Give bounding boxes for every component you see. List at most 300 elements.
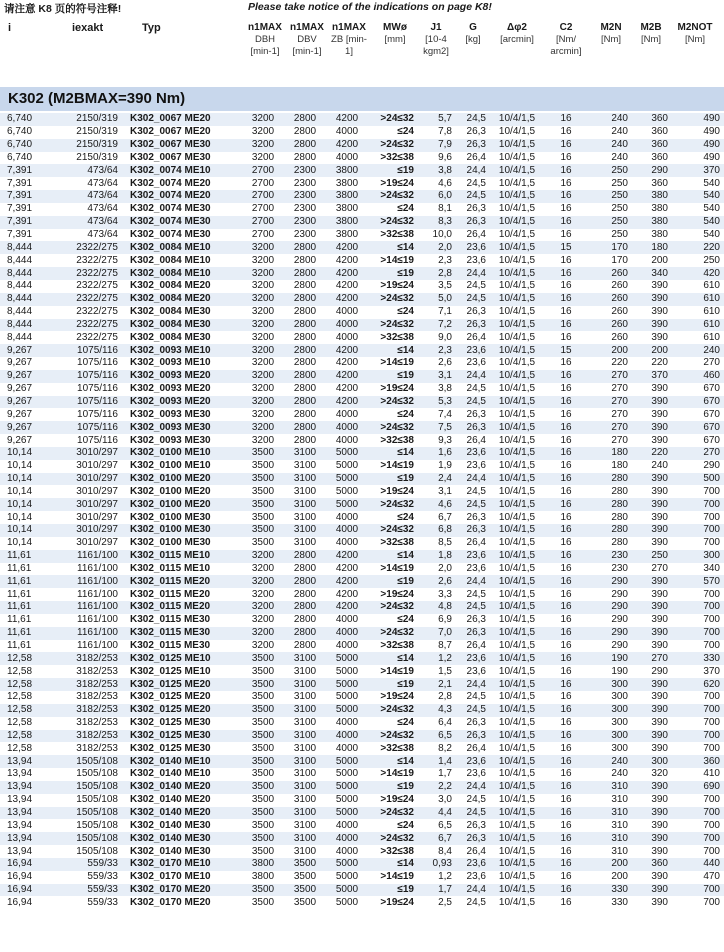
cell-n1max-dbv: 3100: [284, 485, 326, 498]
cell-n1max-dbv: 3100: [284, 511, 326, 524]
cell-m2b: 390: [632, 383, 672, 396]
cell-n1max-zb: 4000: [326, 627, 368, 640]
cell-ratio-exact: 3010/297: [52, 473, 126, 486]
cell-m2b: 360: [632, 152, 672, 165]
cell-n1max-dbh: 3500: [242, 742, 284, 755]
cell-j1: 2,2: [418, 781, 456, 794]
cell-m2b: 290: [632, 665, 672, 678]
cell-ratio-exact: 3182/253: [52, 691, 126, 704]
cell-m2n: 290: [588, 588, 632, 601]
cell-n1max-dbv: 2800: [284, 421, 326, 434]
cell-m2not: 370: [672, 665, 724, 678]
cell-n1max-dbh: 3500: [242, 807, 284, 820]
cell-m2not: 670: [672, 396, 724, 409]
cell-stiffness: 16: [544, 858, 588, 871]
header-m2not: M2NOT [Nm]: [677, 22, 713, 45]
cell-weight: 24,5: [456, 190, 490, 203]
cell-ratio-i: 13,94: [0, 807, 52, 820]
cell-m2not: 700: [672, 511, 724, 524]
cell-m2b: 390: [632, 421, 672, 434]
cell-m2n: 330: [588, 884, 632, 897]
cell-mw: >24≤32: [368, 832, 418, 845]
cell-type: K302_0115 ME20: [126, 601, 242, 614]
cell-mw: ≤14: [368, 550, 418, 563]
cell-j1: 7,9: [418, 139, 456, 152]
cell-stiffness: 15: [544, 241, 588, 254]
cell-ratio-exact: 2322/275: [52, 331, 126, 344]
cell-n1max-zb: 4200: [326, 383, 368, 396]
cell-m2n: 300: [588, 742, 632, 755]
cell-ratio-exact: 1075/116: [52, 434, 126, 447]
table-row: [0, 768, 724, 781]
cell-n1max-dbv: 2800: [284, 344, 326, 357]
cell-n1max-zb: 3800: [326, 203, 368, 216]
cell-n1max-zb: 4200: [326, 370, 368, 383]
cell-ratio-exact: 3010/297: [52, 485, 126, 498]
cell-m2not: 700: [672, 807, 724, 820]
cell-ratio-exact: 1505/108: [52, 819, 126, 832]
cell-n1max-dbv: 2800: [284, 319, 326, 332]
cell-m2b: 360: [632, 126, 672, 139]
cell-mw: >19≤24: [368, 485, 418, 498]
cell-type: K302_0140 ME30: [126, 832, 242, 845]
cell-n1max-dbh: 3200: [242, 293, 284, 306]
cell-m2not: 610: [672, 331, 724, 344]
cell-stiffness: 16: [544, 396, 588, 409]
table-row: [0, 614, 724, 627]
cell-m2n: 280: [588, 473, 632, 486]
cell-type: K302_0084 ME10: [126, 241, 242, 254]
cell-m2b: 390: [632, 473, 672, 486]
cell-j1: 8,3: [418, 216, 456, 229]
cell-n1max-dbh: 3500: [242, 819, 284, 832]
cell-stiffness: 16: [544, 331, 588, 344]
cell-n1max-dbv: 2800: [284, 241, 326, 254]
cell-ratio-exact: 2322/275: [52, 267, 126, 280]
cell-stiffness: 16: [544, 306, 588, 319]
cell-j1: 1,7: [418, 884, 456, 897]
cell-ratio-exact: 1505/108: [52, 794, 126, 807]
cell-n1max-dbv: 3100: [284, 819, 326, 832]
cell-mw: ≤24: [368, 306, 418, 319]
cell-m2not: 490: [672, 126, 724, 139]
cell-j1: 3,3: [418, 588, 456, 601]
cell-n1max-zb: 5000: [326, 691, 368, 704]
cell-n1max-dbv: 2800: [284, 293, 326, 306]
cell-type: K302_0074 ME30: [126, 203, 242, 216]
table-row: [0, 807, 724, 820]
cell-n1max-dbv: 3100: [284, 807, 326, 820]
cell-n1max-dbv: 3100: [284, 665, 326, 678]
cell-m2b: 390: [632, 730, 672, 743]
cell-m2b: 270: [632, 563, 672, 576]
cell-n1max-dbh: 3500: [242, 460, 284, 473]
cell-backlash: 10/4/1,5: [490, 319, 544, 332]
cell-mw: >24≤32: [368, 190, 418, 203]
cell-ratio-i: 16,94: [0, 858, 52, 871]
cell-j1: 2,4: [418, 473, 456, 486]
cell-n1max-dbh: 3200: [242, 306, 284, 319]
cell-ratio-i: 12,58: [0, 678, 52, 691]
cell-ratio-i: 6,740: [0, 139, 52, 152]
cell-weight: 23,6: [456, 550, 490, 563]
header-c2: C2 [Nm/ arcmin]: [550, 22, 582, 57]
cell-stiffness: 16: [544, 113, 588, 126]
cell-j1: 8,4: [418, 845, 456, 858]
cell-j1: 7,5: [418, 421, 456, 434]
cell-stiffness: 16: [544, 588, 588, 601]
cell-type: K302_0140 ME30: [126, 819, 242, 832]
table-row: [0, 421, 724, 434]
cell-stiffness: 16: [544, 563, 588, 576]
cell-stiffness: 16: [544, 691, 588, 704]
cell-weight: 26,3: [456, 717, 490, 730]
cell-m2not: 460: [672, 370, 724, 383]
table-row: [0, 241, 724, 254]
cell-stiffness: 16: [544, 267, 588, 280]
cell-stiffness: 16: [544, 524, 588, 537]
cell-m2b: 390: [632, 704, 672, 717]
cell-ratio-exact: 2322/275: [52, 241, 126, 254]
cell-type: K302_0084 ME30: [126, 319, 242, 332]
cell-backlash: 10/4/1,5: [490, 678, 544, 691]
cell-ratio-i: 10,14: [0, 537, 52, 550]
cell-stiffness: 16: [544, 485, 588, 498]
cell-n1max-zb: 5000: [326, 781, 368, 794]
cell-m2not: 700: [672, 627, 724, 640]
cell-j1: 6,5: [418, 730, 456, 743]
cell-mw: >14≤19: [368, 254, 418, 267]
cell-type: K302_0125 ME20: [126, 691, 242, 704]
cell-n1max-dbv: 3100: [284, 524, 326, 537]
cell-ratio-exact: 2150/319: [52, 139, 126, 152]
cell-backlash: 10/4/1,5: [490, 254, 544, 267]
cell-mw: >24≤32: [368, 704, 418, 717]
cell-n1max-dbv: 2800: [284, 588, 326, 601]
top-notes: [0, 0, 724, 16]
header-dphi2: Δφ2 [arcmin]: [500, 22, 534, 45]
cell-n1max-zb: 4000: [326, 614, 368, 627]
cell-weight: 24,4: [456, 781, 490, 794]
cell-n1max-zb: 4000: [326, 730, 368, 743]
cell-n1max-zb: 3800: [326, 164, 368, 177]
cell-stiffness: 16: [544, 511, 588, 524]
cell-m2not: 240: [672, 344, 724, 357]
cell-type: K302_0115 ME30: [126, 614, 242, 627]
cell-j1: 0,93: [418, 858, 456, 871]
cell-n1max-zb: 5000: [326, 755, 368, 768]
cell-m2not: 290: [672, 460, 724, 473]
cell-weight: 26,4: [456, 640, 490, 653]
cell-j1: 2,0: [418, 241, 456, 254]
table-row: [0, 627, 724, 640]
cell-mw: >14≤19: [368, 460, 418, 473]
cell-n1max-dbv: 3100: [284, 781, 326, 794]
cell-m2not: 700: [672, 730, 724, 743]
cell-m2b: 380: [632, 229, 672, 242]
cell-type: K302_0093 ME10: [126, 357, 242, 370]
cell-m2n: 260: [588, 331, 632, 344]
cell-j1: 8,5: [418, 537, 456, 550]
cell-m2n: 290: [588, 614, 632, 627]
cell-type: K302_0140 ME10: [126, 768, 242, 781]
cell-weight: 24,4: [456, 575, 490, 588]
cell-m2b: 390: [632, 678, 672, 691]
cell-ratio-i: 13,94: [0, 845, 52, 858]
cell-stiffness: 16: [544, 575, 588, 588]
cell-ratio-i: 10,14: [0, 473, 52, 486]
cell-n1max-zb: 3800: [326, 177, 368, 190]
cell-m2not: 360: [672, 755, 724, 768]
cell-n1max-dbh: 3200: [242, 614, 284, 627]
table-row: [0, 652, 724, 665]
cell-mw: ≤19: [368, 884, 418, 897]
cell-ratio-exact: 3182/253: [52, 704, 126, 717]
cell-type: K302_0100 ME30: [126, 511, 242, 524]
cell-j1: 8,7: [418, 640, 456, 653]
cell-weight: 26,3: [456, 832, 490, 845]
cell-backlash: 10/4/1,5: [490, 832, 544, 845]
cell-n1max-dbv: 3100: [284, 447, 326, 460]
cell-n1max-dbh: 3500: [242, 485, 284, 498]
cell-ratio-exact: 3010/297: [52, 498, 126, 511]
header-g: G [kg]: [465, 22, 481, 45]
cell-m2n: 280: [588, 511, 632, 524]
cell-ratio-i: 10,14: [0, 498, 52, 511]
cell-m2n: 330: [588, 896, 632, 909]
cell-n1max-dbh: 3500: [242, 730, 284, 743]
cell-ratio-i: 9,267: [0, 357, 52, 370]
table-row: [0, 704, 724, 717]
cell-m2b: 390: [632, 511, 672, 524]
cell-m2n: 290: [588, 627, 632, 640]
cell-ratio-i: 16,94: [0, 884, 52, 897]
cell-weight: 26,3: [456, 306, 490, 319]
cell-backlash: 10/4/1,5: [490, 383, 544, 396]
cell-type: K302_0084 ME30: [126, 331, 242, 344]
cell-n1max-dbh: 3500: [242, 794, 284, 807]
cell-n1max-dbh: 3200: [242, 280, 284, 293]
cell-m2n: 260: [588, 267, 632, 280]
cell-backlash: 10/4/1,5: [490, 498, 544, 511]
cell-n1max-dbv: 2800: [284, 383, 326, 396]
cell-ratio-exact: 1161/100: [52, 627, 126, 640]
cell-ratio-i: 13,94: [0, 832, 52, 845]
table-row: [0, 524, 724, 537]
cell-backlash: 10/4/1,5: [490, 704, 544, 717]
cell-m2not: 270: [672, 357, 724, 370]
cell-j1: 4,8: [418, 601, 456, 614]
cell-backlash: 10/4/1,5: [490, 871, 544, 884]
cell-ratio-exact: 3010/297: [52, 511, 126, 524]
cell-backlash: 10/4/1,5: [490, 665, 544, 678]
cell-ratio-i: 8,444: [0, 241, 52, 254]
table-row: [0, 126, 724, 139]
cell-type: K302_0084 ME30: [126, 306, 242, 319]
cell-j1: 1,4: [418, 755, 456, 768]
cell-n1max-dbh: 3200: [242, 408, 284, 421]
cell-weight: 24,5: [456, 383, 490, 396]
cell-stiffness: 16: [544, 190, 588, 203]
cell-n1max-zb: 5000: [326, 858, 368, 871]
cell-weight: 23,6: [456, 357, 490, 370]
cell-ratio-exact: 1505/108: [52, 832, 126, 845]
cell-backlash: 10/4/1,5: [490, 819, 544, 832]
cell-type: K302_0100 ME20: [126, 473, 242, 486]
cell-ratio-exact: 1505/108: [52, 781, 126, 794]
cell-type: K302_0093 ME30: [126, 434, 242, 447]
cell-type: K302_0125 ME20: [126, 678, 242, 691]
cell-ratio-i: 10,14: [0, 524, 52, 537]
cell-weight: 26,3: [456, 819, 490, 832]
cell-weight: 26,3: [456, 139, 490, 152]
cell-j1: 2,6: [418, 575, 456, 588]
cell-n1max-dbv: 2800: [284, 575, 326, 588]
cell-n1max-zb: 4000: [326, 511, 368, 524]
cell-m2b: 240: [632, 460, 672, 473]
cell-ratio-i: 13,94: [0, 819, 52, 832]
cell-backlash: 10/4/1,5: [490, 229, 544, 242]
cell-j1: 6,9: [418, 614, 456, 627]
cell-ratio-exact: 2322/275: [52, 293, 126, 306]
table-row: [0, 396, 724, 409]
cell-m2not: 540: [672, 190, 724, 203]
cell-backlash: 10/4/1,5: [490, 755, 544, 768]
cell-type: K302_0125 ME30: [126, 742, 242, 755]
cell-n1max-zb: 4200: [326, 293, 368, 306]
cell-m2b: 200: [632, 344, 672, 357]
cell-weight: 26,4: [456, 537, 490, 550]
cell-m2n: 300: [588, 678, 632, 691]
cell-m2b: 390: [632, 691, 672, 704]
cell-backlash: 10/4/1,5: [490, 896, 544, 909]
table-row: [0, 293, 724, 306]
cell-n1max-zb: 4200: [326, 139, 368, 152]
cell-n1max-dbh: 2700: [242, 229, 284, 242]
cell-m2not: 490: [672, 113, 724, 126]
cell-m2not: 700: [672, 524, 724, 537]
cell-n1max-dbh: 3200: [242, 627, 284, 640]
cell-weight: 24,4: [456, 884, 490, 897]
cell-n1max-zb: 4000: [326, 126, 368, 139]
cell-m2not: 270: [672, 447, 724, 460]
cell-n1max-zb: 5000: [326, 473, 368, 486]
cell-n1max-dbh: 3500: [242, 652, 284, 665]
table-row: [0, 164, 724, 177]
cell-weight: 26,3: [456, 408, 490, 421]
cell-m2b: 390: [632, 537, 672, 550]
cell-j1: 1,9: [418, 460, 456, 473]
cell-n1max-zb: 3800: [326, 216, 368, 229]
cell-weight: 26,3: [456, 203, 490, 216]
cell-weight: 24,5: [456, 588, 490, 601]
cell-ratio-i: 16,94: [0, 896, 52, 909]
cell-n1max-dbv: 3100: [284, 768, 326, 781]
cell-m2b: 390: [632, 871, 672, 884]
cell-ratio-exact: 1161/100: [52, 640, 126, 653]
cell-mw: >24≤32: [368, 524, 418, 537]
table-row: [0, 858, 724, 871]
cell-weight: 26,4: [456, 434, 490, 447]
cell-backlash: 10/4/1,5: [490, 884, 544, 897]
table-row: [0, 113, 724, 126]
cell-j1: 1,8: [418, 550, 456, 563]
cell-m2not: 410: [672, 768, 724, 781]
cell-m2not: 700: [672, 498, 724, 511]
cell-m2b: 390: [632, 280, 672, 293]
cell-n1max-zb: 4000: [326, 408, 368, 421]
cell-backlash: 10/4/1,5: [490, 280, 544, 293]
cell-weight: 24,4: [456, 678, 490, 691]
cell-backlash: 10/4/1,5: [490, 190, 544, 203]
cell-n1max-zb: 5000: [326, 652, 368, 665]
cell-n1max-dbh: 3200: [242, 267, 284, 280]
cell-mw: >24≤32: [368, 113, 418, 126]
table-row: [0, 190, 724, 203]
cell-m2n: 180: [588, 447, 632, 460]
cell-stiffness: 16: [544, 717, 588, 730]
cell-ratio-i: 12,58: [0, 742, 52, 755]
cell-ratio-exact: 2150/319: [52, 126, 126, 139]
cell-weight: 23,6: [456, 768, 490, 781]
table-row: [0, 139, 724, 152]
cell-ratio-i: 9,267: [0, 421, 52, 434]
cell-ratio-exact: 3010/297: [52, 447, 126, 460]
cell-backlash: 10/4/1,5: [490, 126, 544, 139]
cell-n1max-zb: 4200: [326, 267, 368, 280]
cell-n1max-dbh: 3500: [242, 755, 284, 768]
cell-backlash: 10/4/1,5: [490, 306, 544, 319]
cell-weight: 24,4: [456, 267, 490, 280]
cell-weight: 24,5: [456, 704, 490, 717]
cell-n1max-dbv: 3100: [284, 537, 326, 550]
cell-m2b: 390: [632, 306, 672, 319]
cell-mw: >19≤24: [368, 794, 418, 807]
cell-ratio-exact: 473/64: [52, 216, 126, 229]
cell-j1: 4,3: [418, 704, 456, 717]
section-band: [0, 87, 724, 111]
cell-type: K302_0140 ME10: [126, 755, 242, 768]
cell-m2not: 700: [672, 845, 724, 858]
cell-n1max-dbh: 2700: [242, 190, 284, 203]
cell-m2b: 390: [632, 498, 672, 511]
cell-n1max-dbv: 3100: [284, 832, 326, 845]
cell-mw: ≤19: [368, 370, 418, 383]
cell-j1: 7,1: [418, 306, 456, 319]
cell-n1max-dbh: 3200: [242, 241, 284, 254]
cell-n1max-dbv: 2800: [284, 306, 326, 319]
cell-backlash: 10/4/1,5: [490, 563, 544, 576]
cell-m2n: 240: [588, 113, 632, 126]
cell-ratio-i: 7,391: [0, 203, 52, 216]
cell-ratio-i: 7,391: [0, 164, 52, 177]
cell-n1max-zb: 5000: [326, 447, 368, 460]
cell-ratio-i: 9,267: [0, 344, 52, 357]
cell-n1max-dbv: 2300: [284, 216, 326, 229]
cell-ratio-exact: 559/33: [52, 896, 126, 909]
cell-n1max-dbh: 3500: [242, 896, 284, 909]
table-row: [0, 511, 724, 524]
cell-n1max-dbv: 2800: [284, 280, 326, 293]
cell-m2b: 300: [632, 755, 672, 768]
cell-weight: 23,6: [456, 447, 490, 460]
cell-mw: ≤14: [368, 344, 418, 357]
cell-n1max-dbv: 3100: [284, 678, 326, 691]
cell-type: K302_0093 ME10: [126, 344, 242, 357]
cell-stiffness: 16: [544, 370, 588, 383]
cell-ratio-exact: 1075/116: [52, 357, 126, 370]
cell-m2not: 670: [672, 421, 724, 434]
